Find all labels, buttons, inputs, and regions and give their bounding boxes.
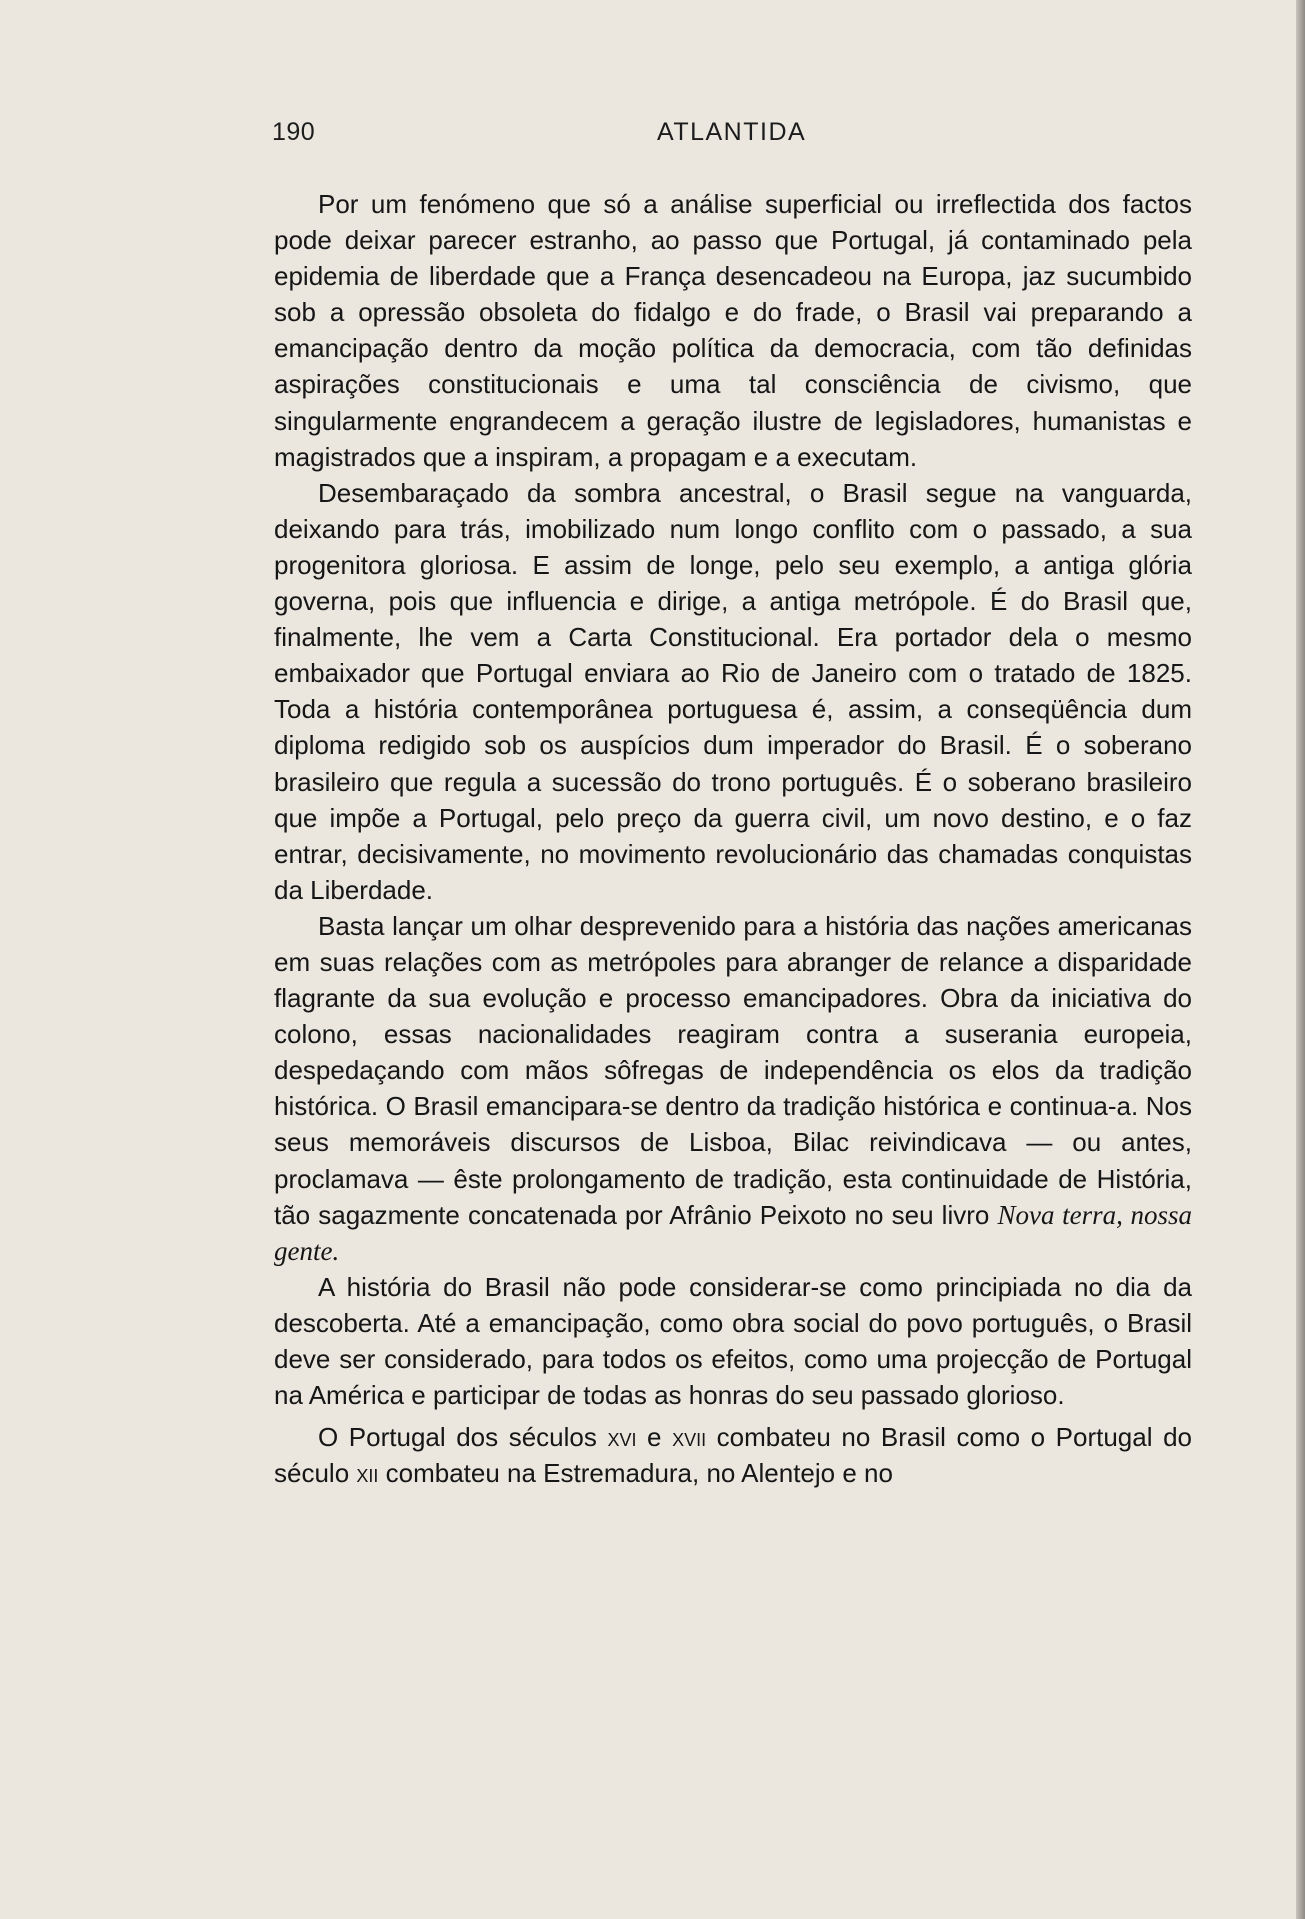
running-title: ATLANTIDA xyxy=(657,118,807,146)
paragraph-3 xyxy=(274,908,1192,1269)
page-number: 190 xyxy=(272,118,316,146)
paragraph-4: A história do Brasil não pode considerar-se como principiada no dia da descoberta. Até a emancipação, como obra social do povo português, o Brasil deve ser considerado, para todos os efeitos, como uma projecção de Portugal na América e participar de todas as honras do seu passado glorioso. xyxy=(274,1271,1192,1411)
century-xvii: xvii xyxy=(672,1422,707,1453)
paragraph-5-part-1: O Portugal dos séculos xyxy=(318,1422,608,1453)
paragraph-5-part-3: combateu no Brasil como o Portugal do século xyxy=(274,1422,1192,1489)
page-edge-shadow xyxy=(1296,0,1305,1919)
book-title-italic: Nova terra, nossa gente. xyxy=(274,1199,1192,1266)
paragraph-3-text: Basta lançar um olhar desprevenido para a história das nações americanas em suas relações com as metrópoles para abranger de relance a disparidade flagrante da sua evolução e processo emancipadores. Obra da iniciativa do colono, essas nacionalidades reagiram contra a suserania europeia, despedaçando com mãos sôfregas de independência os elos da tradição histórica. O Brasil emancipara-se dentro da tradição histórica e continua-a. Nos seus memoráveis discursos de Lisboa, Bilac reivindicava — ou antes, proclamava — êste prolongamento de tradição, esta continuidade de História, tão sagazmente concatenada por Afrânio Peixoto no seu livro xyxy=(274,910,1192,1230)
paragraph-5-part-4: combateu na Estremadura, no Alentejo e no xyxy=(378,1458,893,1489)
century-xvi: xvi xyxy=(607,1422,637,1453)
page-header xyxy=(272,118,1192,158)
paragraph-5-part-2: e xyxy=(636,1422,673,1453)
paragraph-5 xyxy=(274,1419,1192,1491)
body-text xyxy=(274,186,1192,1491)
paragraph-1: Por um fenómeno que só a análise superficial ou irreflectida dos factos pode deixar parecer estranho, ao passo que Portugal, já contaminado pela epidemia de liberdade que a França desencadeou na Europa, jaz sucumbido sob a opressão obsoleta do fidalgo e do frade, o Brasil vai preparando a emancipação dentro da moção política da democracia, com tão definidas aspirações constitucionais e uma tal consciência de civismo, que singularmente engrandecem a geração ilustre de legisladores, humanistas e magistrados que a inspiram, a propagam e a executam. xyxy=(274,189,1192,472)
paragraph-2: Desembaraçado da sombra ancestral, o Brasil segue na vanguarda, deixando para trás, imobilizado num longo conflito com o passado, a sua progenitora gloriosa. E assim de longe, pelo seu exemplo, a antiga glória governa, pois que influencia e dirige, a antiga metrópole. É do Brasil que, finalmente, lhe vem a Carta Constitucional. Era portador dela o mesmo embaixador que Portugal enviara ao Rio de Janeiro com o tratado de 1825. Toda a história contemporânea portuguesa é, assim, a conseqüência dum diploma redigido sob os auspícios dum imperador do Brasil. É o soberano brasileiro que regula a sucessão do trono português. É o soberano brasileiro que impõe a Portugal, pelo preço da guerra civil, um novo destino, e o faz entrar, decisivamente, no movimento revolucionário das chamadas conquistas da Liberdade. xyxy=(274,477,1192,905)
century-xii: xii xyxy=(356,1458,379,1489)
